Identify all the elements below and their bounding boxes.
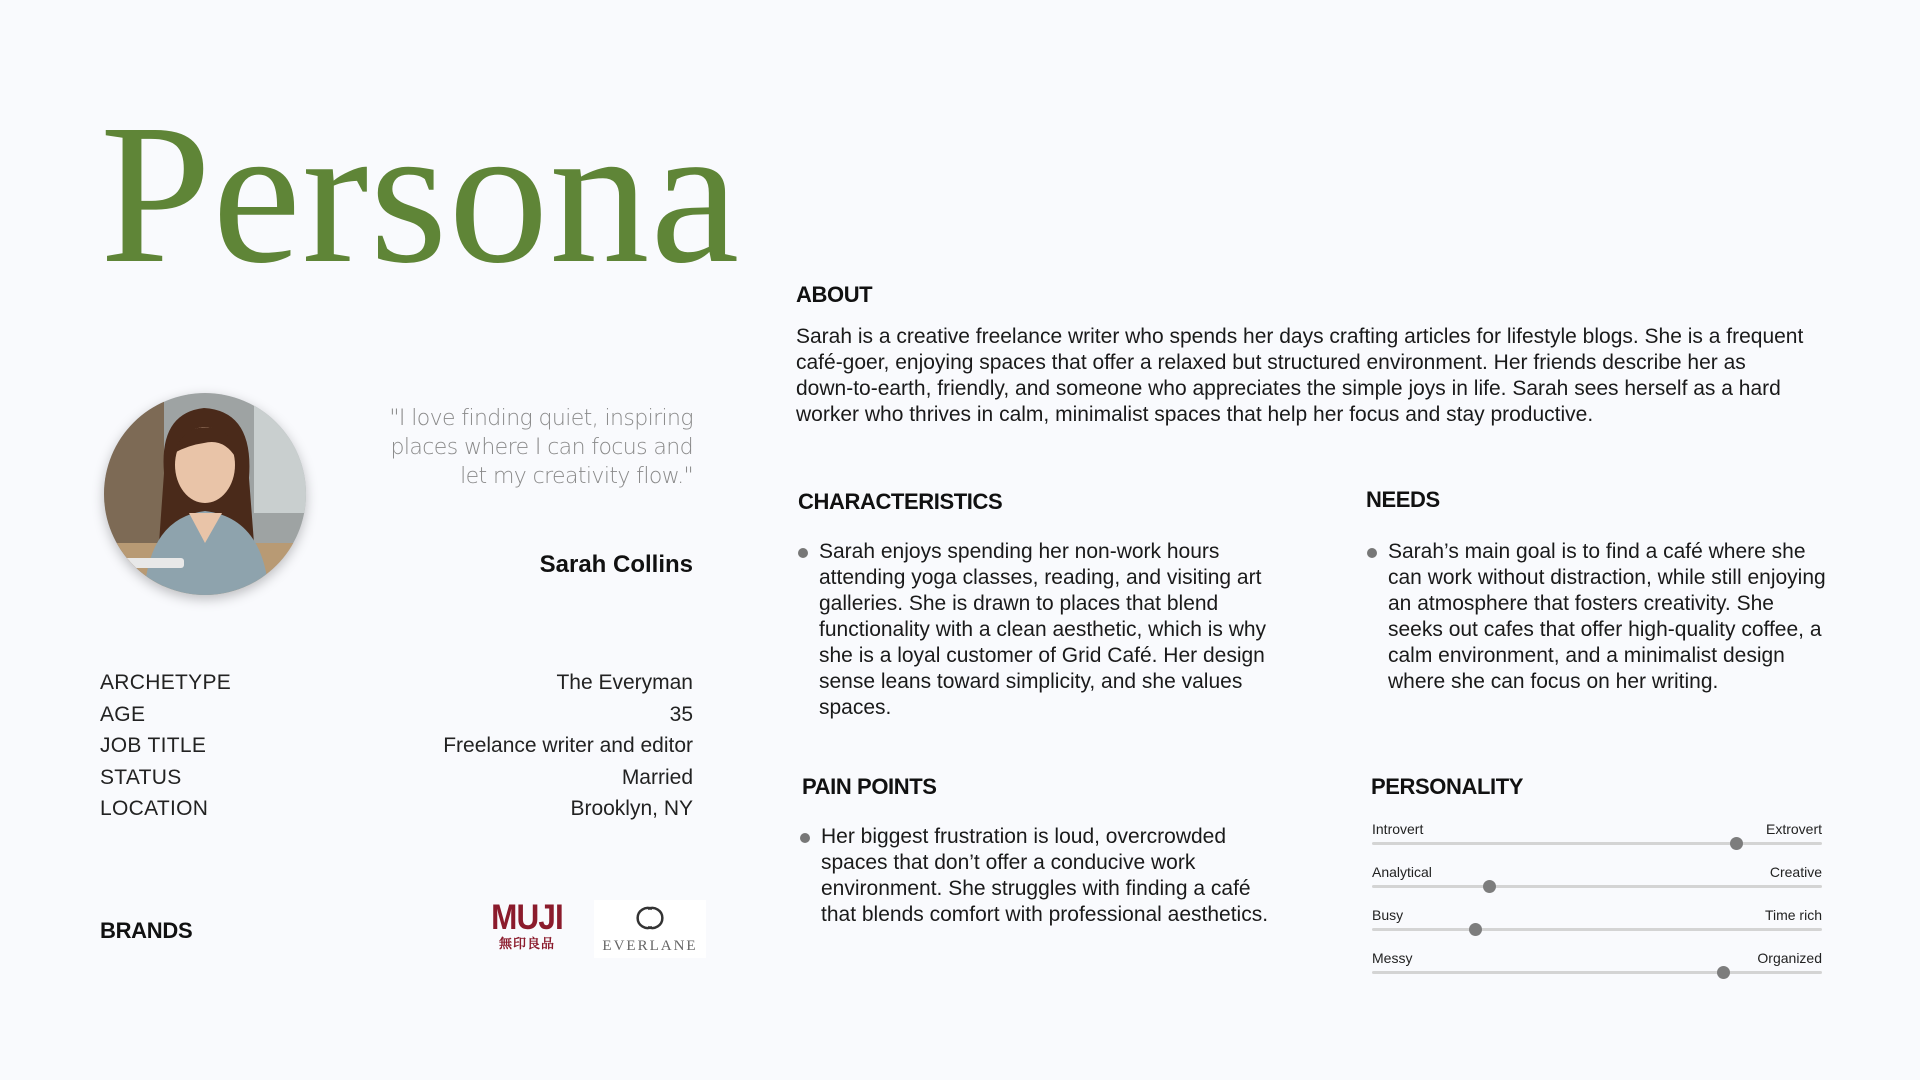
slider-knob [1469,923,1482,936]
interlocking-c-icon [594,904,706,937]
fact-row-status [100,762,693,794]
slider-right-label: Organized [1757,950,1822,966]
characteristics-heading: CHARACTERISTICS [798,489,1003,514]
personality-slider-busy-time-rich [1372,906,1822,949]
needs-heading: NEEDS [1366,487,1440,512]
fact-label: AGE [100,702,146,726]
slider-knob [1717,966,1730,979]
persona-photo [104,393,306,595]
slider-track [1372,885,1822,888]
fact-row-archetype [100,667,693,699]
fact-label: STATUS [100,765,182,789]
persona-facts [100,667,693,825]
muji-logo [486,900,568,956]
fact-value: Married [621,765,693,789]
personality-sliders [1372,820,1822,992]
bullet-dot-icon [1367,548,1377,558]
slider-left-label: Analytical [1372,864,1432,880]
personality-slider-messy-organized [1372,949,1822,992]
slider-right-label: Creative [1769,864,1822,880]
pain-points-heading: PAIN POINTS [802,774,937,799]
muji-logo-subtext: 無印良品 [498,936,555,951]
fact-label: LOCATION [100,797,209,820]
everlane-logo [594,900,706,958]
persona-quote: "I love finding quiet, inspiring places where I can focus and let my creativity flow." [389,406,693,489]
slider-knob [1730,837,1743,850]
fact-value: 35 [669,702,693,726]
personality-heading: PERSONALITY [1371,774,1524,799]
fact-value: The Everyman [556,671,693,694]
slider-left-label: Busy [1372,907,1404,923]
slider-track [1372,842,1822,845]
fact-label: JOB TITLE [100,734,207,757]
persona-name: Sarah Collins [539,551,693,578]
brands-heading: BRANDS [100,918,193,943]
slider-track [1372,928,1822,931]
about-heading: ABOUT [796,282,873,307]
slider-left-label: Introvert [1372,821,1424,837]
everlane-logo-text: EVERLANE [602,938,698,954]
fact-row-job-title [100,730,693,762]
fact-label: ARCHETYPE [100,671,232,694]
bullet-dot-icon [800,833,810,843]
pain-points-text: Her biggest frustration is loud, overcrowded spaces that don’t offer a conducive work environment. She struggles with finding a café that blends comfort with professional aesthetics. [821,825,1269,926]
personality-slider-introvert-extrovert [1372,820,1822,863]
fact-row-location [100,793,693,825]
fact-row-age [100,699,693,731]
fact-value: Freelance writer and editor [443,734,693,757]
characteristics-text: Sarah enjoys spending her non-work hours attending yoga classes, reading, and visiting art galleries. She is drawn to places that blend functionality with a clean aesthetic, which is why she is a loyal customer of Grid Café. Her design sense leans toward simplicity, and she values spaces. [819,540,1267,719]
pain-points-item [800,824,1290,928]
needs-item [1367,539,1827,695]
about-text: Sarah is a creative freelance writer who spends her days crafting articles for lifestyle blogs. She is a frequent café-goer, enjoying spaces that offer a relaxed but structured environment. Her friends describe her as down-to-earth, friendly, and someone who appreciates the simple joys in life. Sarah sees herself as a hard worker who thrives in calm, minimalist spaces that help her focus and stay productive. [796,325,1804,426]
needs-text: Sarah’s main goal is to find a café where she can work without distraction, while still enjoying an atmosphere that fosters creativity. She seeks out cafes that offer high-quality coffee, a calm environment, and a minimalist design where she can focus on her writing. [1388,540,1826,693]
slider-knob [1483,880,1496,893]
page-title: Persona [100,84,741,305]
slider-right-label: Extrovert [1765,821,1822,837]
avatar [104,393,306,595]
bullet-dot-icon [798,548,808,558]
fact-value: Brooklyn, NY [570,797,693,820]
slider-right-label: Time rich [1764,907,1822,923]
characteristics-item [798,539,1288,721]
personality-slider-analytical-creative [1372,863,1822,906]
slider-left-label: Messy [1372,950,1413,966]
muji-logo-text: MUJI [491,898,563,937]
slider-track [1372,971,1822,974]
